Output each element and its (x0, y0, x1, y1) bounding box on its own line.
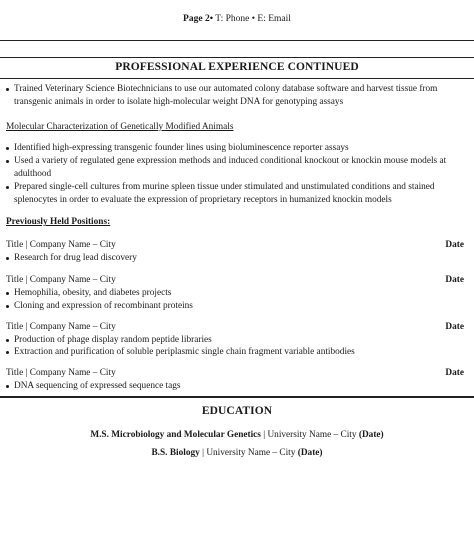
position-bullet: Production of phage display random peptide libraries (6, 334, 468, 347)
education-top-rule (0, 396, 474, 398)
position-date: Date (445, 368, 464, 379)
page-number: Page 2 (183, 14, 210, 24)
header-bullet: • (209, 14, 214, 24)
position-separator: | (23, 321, 30, 332)
position-company: Company Name – City (29, 240, 116, 251)
position-entry (6, 239, 468, 265)
position-bullet-list (6, 287, 468, 313)
education-heading: EDUCATION (201, 405, 273, 417)
education-date: (Date) (297, 448, 323, 458)
position-header (6, 367, 468, 380)
contact-info: T: Phone • E: Email (215, 14, 291, 24)
position-bullet-list (6, 380, 468, 393)
position-company: Company Name – City (29, 274, 116, 285)
position-company: Company Name – City (29, 368, 116, 379)
school-name: University Name – City (267, 430, 359, 440)
position-company: Company Name – City (29, 321, 116, 332)
position-title: Title (6, 368, 24, 379)
position-entry (6, 274, 468, 313)
previous-positions-title: Previously Held Positions: (6, 217, 111, 228)
education-entry (0, 430, 474, 440)
position-bullet: Extraction and purification of soluble periplasmic single chain fragment variable antibodies (6, 346, 468, 359)
header-divider (0, 40, 474, 41)
position-title-line (6, 239, 116, 252)
experience-bottom-rule (0, 78, 474, 79)
position-header (6, 274, 468, 287)
position-title: Title (6, 240, 24, 251)
position-title: Title (6, 274, 24, 285)
intro-bullet-list (6, 83, 468, 109)
position-separator: | (23, 274, 30, 285)
position-date: Date (445, 274, 464, 285)
education-entry (0, 448, 474, 458)
position-bullet-list (6, 252, 468, 265)
school-name: University Name – City (206, 448, 298, 458)
subsection-title: Molecular Characterization of Genetically Modified Animals (6, 121, 234, 132)
subsection-bullet: Prepared single-cell cultures from murine spleen tissue under stimulated and unstimulated conditions and stained splenocytes in order to evaluate the expression of proprietary receptors in humanized knockin models (6, 181, 468, 207)
position-bullet: Research for drug lead discovery (6, 252, 468, 265)
position-date: Date (445, 240, 464, 251)
subsection-bullet-list (6, 142, 468, 206)
subsection-bullet: Identified high-expressing transgenic founder lines using bioluminescence reporter assays (6, 142, 468, 155)
position-bullet: Hemophilia, obesity, and diabetes projects (6, 287, 468, 300)
degree-name: M.S. Microbiology and Molecular Genetics (90, 430, 261, 440)
position-header (6, 321, 468, 334)
position-separator: | (23, 240, 30, 251)
experience-content (6, 83, 468, 393)
position-bullet-list (6, 334, 468, 360)
page-header (0, 14, 474, 24)
intro-bullet: Trained Veterinary Science Biotechnicians to use our automated colony database software and harvest tissue from transgenic animals in order to isolate high-molecular weight DNA for genotyping assays (6, 83, 468, 109)
education-separator: | (199, 448, 207, 458)
position-bullet: Cloning and expression of recombinant proteins (6, 300, 468, 313)
position-entry (6, 367, 468, 393)
position-title-line (6, 367, 116, 380)
position-title-line (6, 321, 116, 334)
subsection-bullet: Used a variety of regulated gene expression methods and induced conditional knockout or knockin mouse models at adulthood (6, 155, 468, 181)
position-title: Title (6, 321, 24, 332)
position-bullet: DNA sequencing of expressed sequence tags (6, 380, 468, 393)
education-separator: | (260, 430, 268, 440)
position-entry (6, 321, 468, 360)
education-date: (Date) (358, 430, 384, 440)
position-title-line (6, 274, 116, 287)
position-separator: | (23, 368, 30, 379)
degree-name: B.S. Biology (151, 448, 200, 458)
experience-top-rule (0, 57, 474, 58)
experience-heading: PROFESSIONAL EXPERIENCE CONTINUED (115, 61, 359, 73)
position-date: Date (445, 321, 464, 332)
position-header (6, 239, 468, 252)
